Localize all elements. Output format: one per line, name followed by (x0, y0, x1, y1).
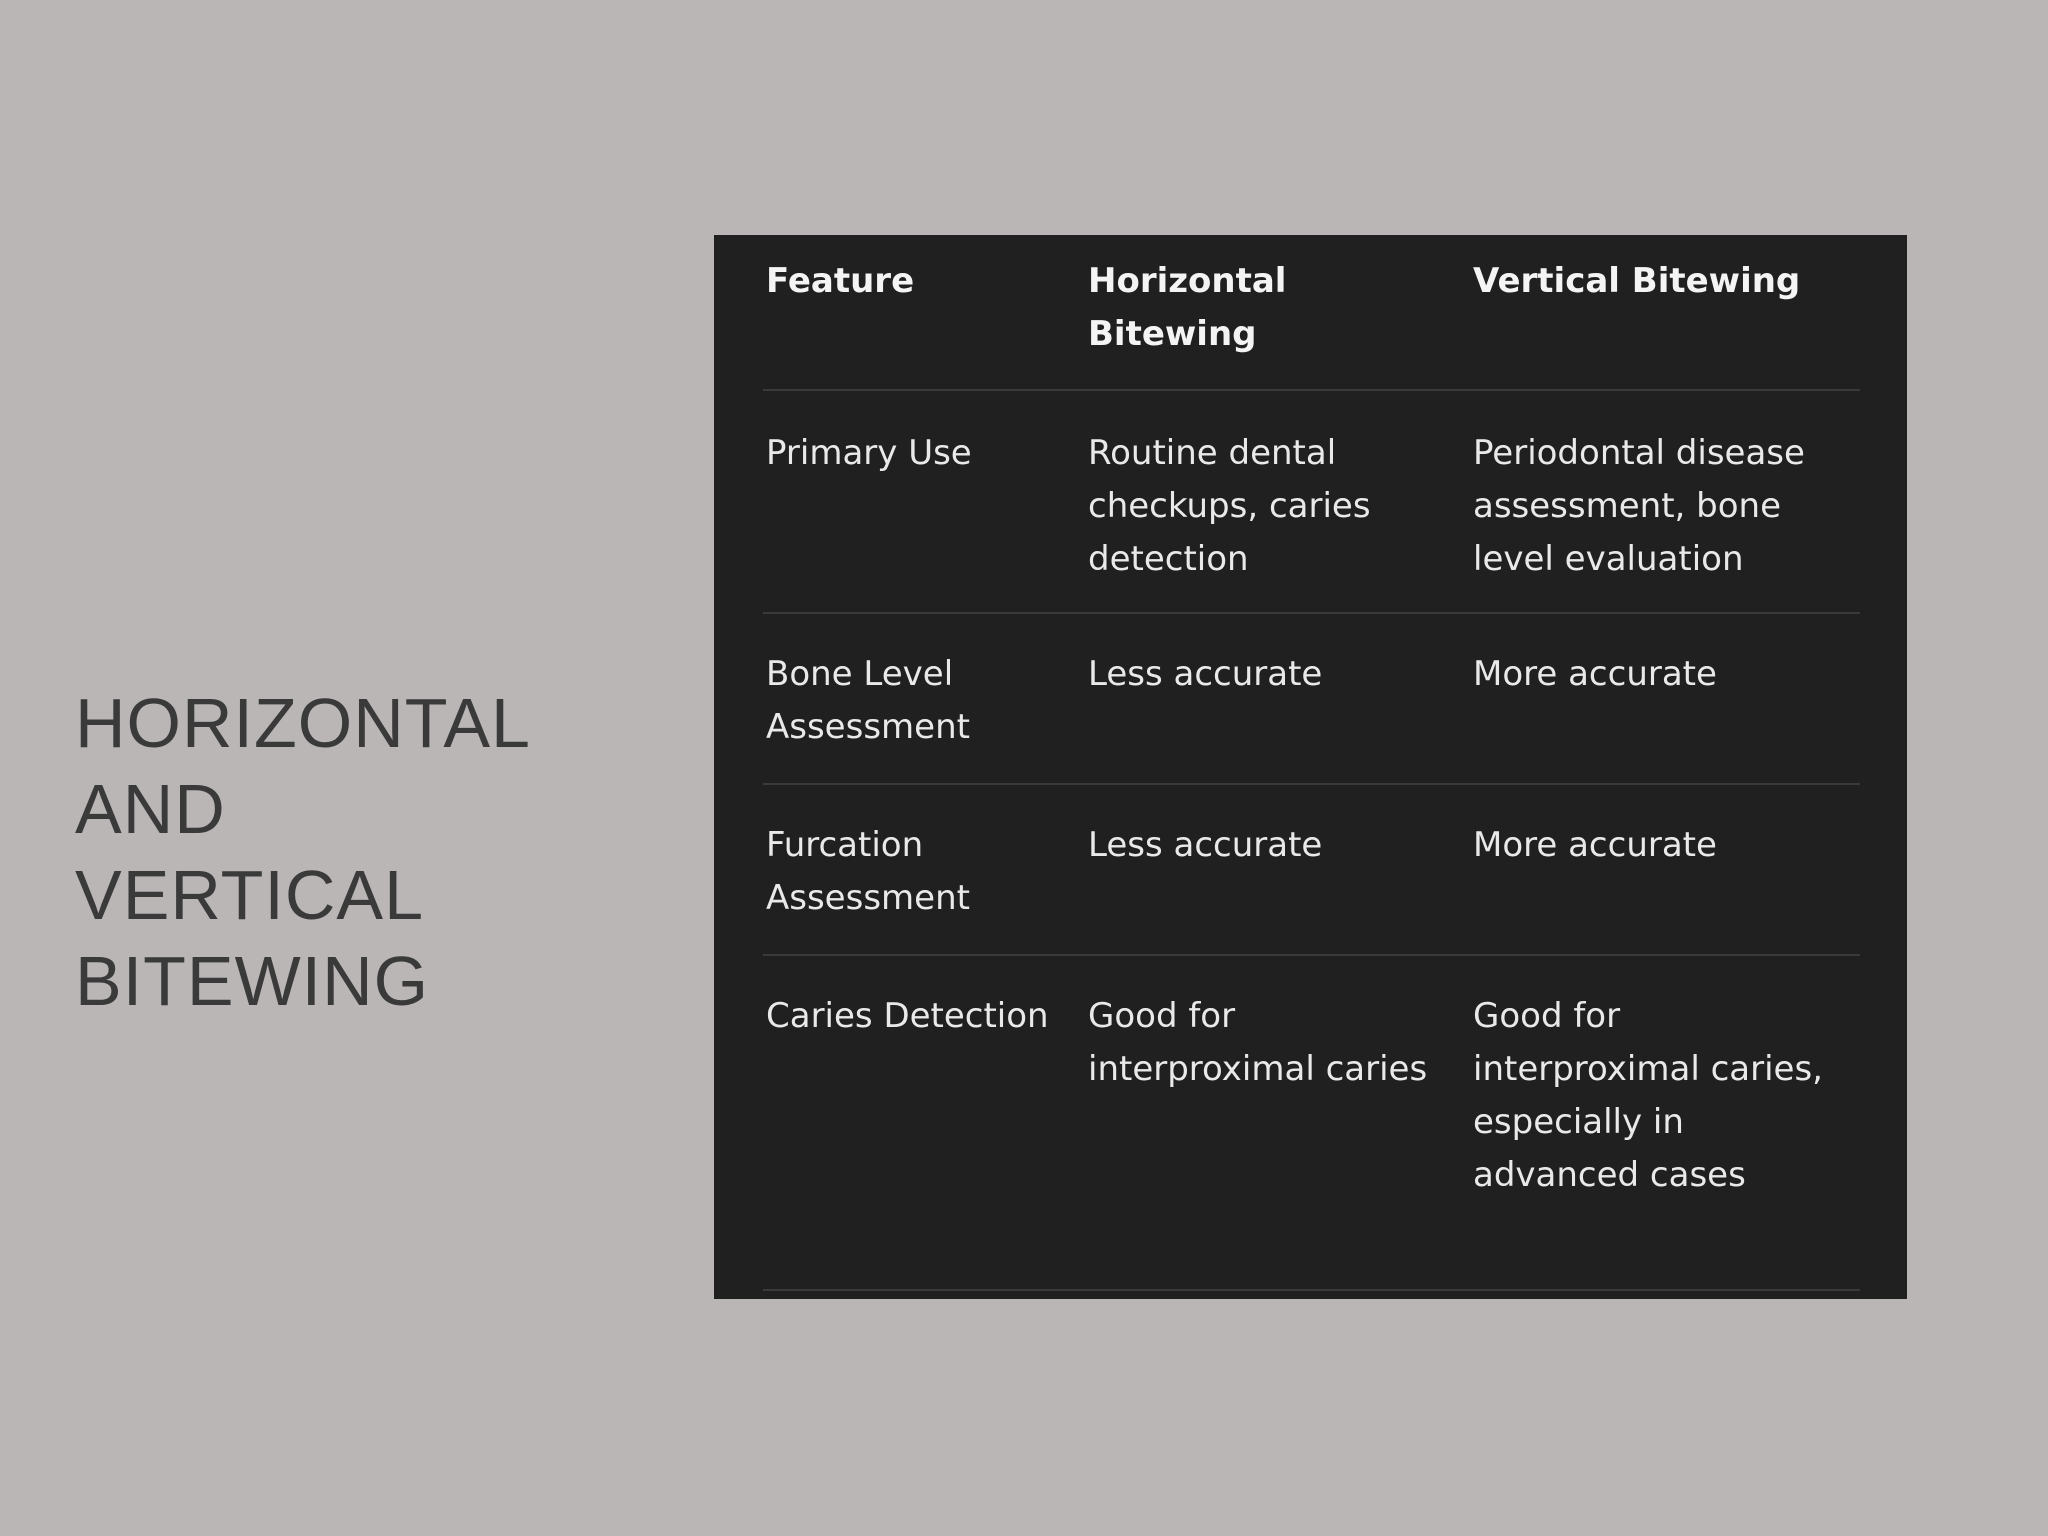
table-cell-feature: Furcation Assessment (763, 784, 1085, 955)
table-header-row (763, 235, 1860, 390)
table-cell-vertical: More accurate (1470, 784, 1860, 955)
column-header-feature: Feature (763, 235, 1085, 390)
table-row (763, 784, 1860, 955)
table-cell-horizontal: Routine dental checkups, caries detection (1085, 390, 1470, 613)
table-row (763, 955, 1860, 1290)
slide-title-line: HORIZONTAL AND (75, 684, 529, 848)
table-cell-feature: Caries Detection (763, 955, 1085, 1290)
table-cell-vertical: Good for interproximal caries, especially in advanced cases (1470, 955, 1860, 1290)
table-cell-horizontal: Less accurate (1085, 784, 1470, 955)
table-cell-horizontal: Good for interproximal caries (1085, 955, 1470, 1290)
table-cell-feature: Primary Use (763, 390, 1085, 613)
slide-title-line: BITEWING (75, 942, 430, 1020)
slide-title-line: VERTICAL (75, 856, 425, 934)
comparison-table (763, 235, 1860, 1291)
table-cell-vertical: More accurate (1470, 613, 1860, 784)
table-row (763, 390, 1860, 613)
table-cell-horizontal: Less accurate (1085, 613, 1470, 784)
comparison-table-panel (714, 235, 1907, 1299)
column-header-vertical-bitewing: Vertical Bitewing (1470, 235, 1860, 390)
column-header-horizontal-bitewing: Horizontal Bitewing (1085, 235, 1470, 390)
table-cell-vertical: Periodontal disease assessment, bone level evaluation (1470, 390, 1860, 613)
slide-title (75, 680, 675, 1024)
table-row (763, 613, 1860, 784)
table-cell-feature: Bone Level Assessment (763, 613, 1085, 784)
